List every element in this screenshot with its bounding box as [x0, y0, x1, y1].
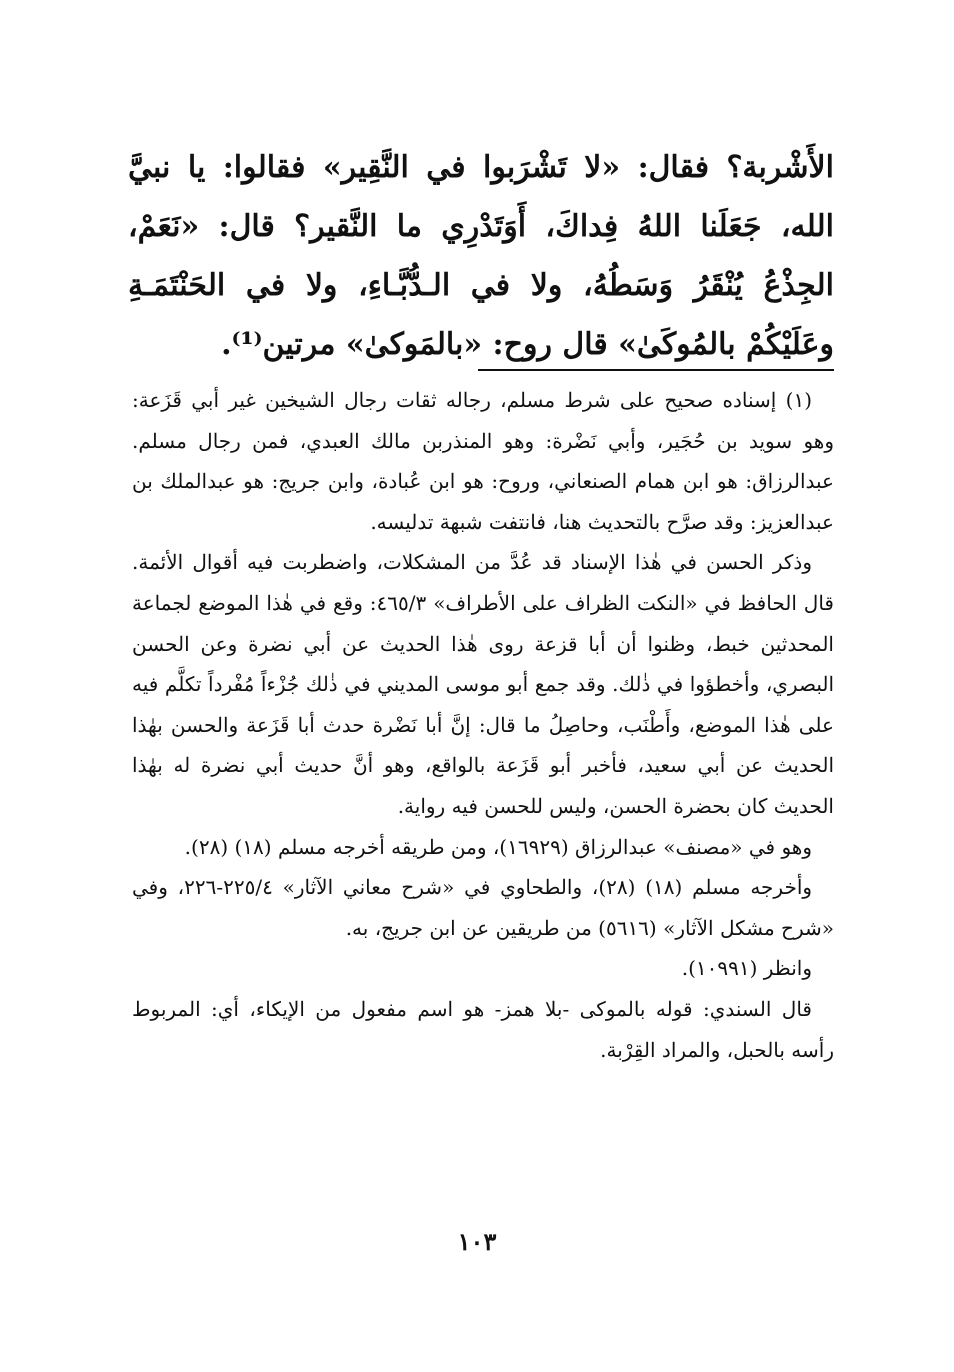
- footnotes-block: [132, 380, 834, 1070]
- main-text-block: [128, 138, 834, 374]
- footnote-1: (١) إسناده صحيح على شرط مسلم، رجاله ثقات رجال الشيخين غير أبي قَزَعة: وهو سويد بن حُجَير، وأبي نَضْرة: وهو المنذربن مالك العبدي، فمن رجال مسلم. عبدالرزاق: هو ابن همام الصنعاني، وروح: هو ابن عُبادة، وابن جريج: هو عبدالملك بن عبدالعزيز: وقد صرَّح بالتحديث هنا، فانتفت شبهة تدليسه.: [132, 388, 834, 534]
- footnote-paragraph-musannaf: وهو في «مصنف» عبدالرزاق (١٦٩٢٩)، ومن طريقه أخرجه مسلم (١٨) (٢٨).: [184, 834, 812, 859]
- footnote-paragraph-sindi: قال السندي: قوله بالموكى -بلا همز- هو اسم مفعول من الإيكاء، أي: المربوط رأسه بالحبل، والمراد القِرْبة.: [132, 996, 834, 1062]
- page-number: ١٠٣: [457, 1227, 497, 1256]
- footnote-separator: [478, 369, 834, 371]
- footnote-paragraph-takhrij: وأخرجه مسلم (١٨) (٢٨)، والطحاوي في «شرح معاني الآثار» ٢٢٥/٤-٢٢٦، وفي «شرح مشكل الآثار» (٥٦١٦) من طريقين عن ابن جريج، به.: [132, 875, 834, 940]
- main-paragraph: الأَشْربة؟ فقال: «لا تَشْرَبوا في النَّقِير» فقالوا: يا نبيَّ الله، جَعَلَنا اللهُ فِداكَ، أَوَتَدْرِي ما النَّقير؟ قال: «نَعَمْ، الجِذْعُ يُنْقَرُ وَسَطُهُ، ولا في الـدُّبَّـاءِ، ولا في الحَنْتَمَـةِ وعَلَيْكُمْ بالمُوكَىٰ» قال روح: «بالمَوكىٰ» مرتين⁽¹⁾.: [128, 150, 834, 362]
- footnote-paragraph-cross-ref: وانظر (١٠٩٩١).: [681, 956, 812, 981]
- footnote-paragraph-hasan: وذكر الحسن في هٰذا الإسناد قد عُدَّ من المشكلات، واضطربت فيه أقوال الأئمة. قال الحافظ في «النكت الظراف على الأطراف» ٤٦٥/٣: وقع في هٰذا الموضع لجماعة المحدثين خبط، وظنوا أن أبا قزعة روى هٰذا الحديث عن أبي نضرة وعن الحسن البصري، وأخطؤوا في ذٰلك. وقد جمع أبو موسى المديني في ذٰلك جُزْءاً مُفْرداً تكلَّم فيه على هٰذا الموضع، وأَطْنَب، وحاصِلُ ما قال: إنَّ أبا نَضْرة حدث أبا قَزَعة والحسن بهٰذا الحديث عن أبي سعيد، فأخبر أبو قَزَعة بالواقع، وهو أنَّ حديث أبي نضرة له بهٰذا الحديث كان بحضرة الحسن، وليس للحسن فيه رواية.: [132, 550, 834, 818]
